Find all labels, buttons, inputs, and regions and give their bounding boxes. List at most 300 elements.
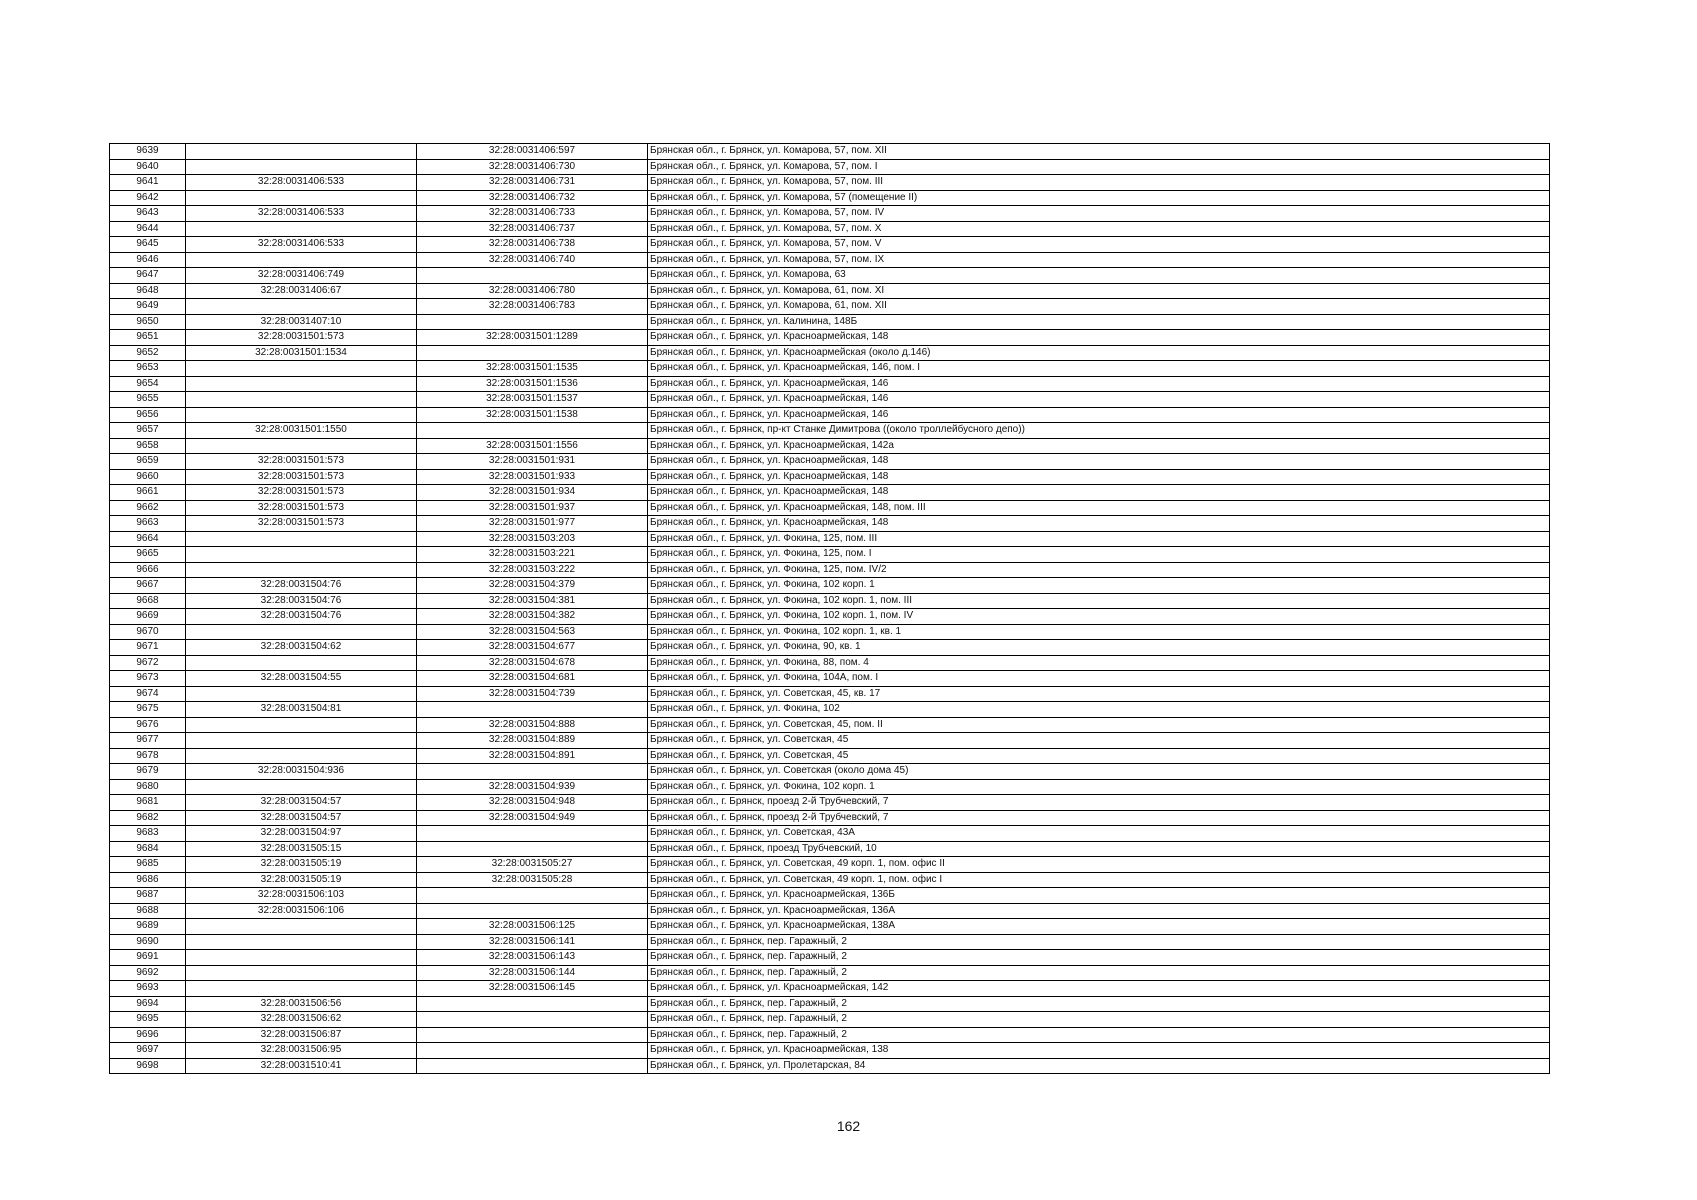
cadastral-number-cell: 32:28:0031406:738 xyxy=(417,237,648,253)
parent-cadastral-number-cell: 32:28:0031504:62 xyxy=(186,640,417,656)
address-cell: Брянская обл., г. Брянск, ул. Фокина, 102 корп. 1, кв. 1 xyxy=(648,624,1550,640)
row-number-cell: 9689 xyxy=(110,919,186,935)
parent-cadastral-number-cell xyxy=(186,299,417,315)
cadastral-number-cell: 32:28:0031501:934 xyxy=(417,485,648,501)
parent-cadastral-number-cell: 32:28:0031506:95 xyxy=(186,1043,417,1059)
address-cell: Брянская обл., г. Брянск, ул. Красноармейская, 148 xyxy=(648,469,1550,485)
address-cell: Брянская обл., г. Брянск, ул. Фокина, 102 корп. 1 xyxy=(648,578,1550,594)
table-row xyxy=(110,221,1550,237)
row-number-cell: 9692 xyxy=(110,965,186,981)
row-number-cell: 9667 xyxy=(110,578,186,594)
parent-cadastral-number-cell xyxy=(186,965,417,981)
cadastral-number-cell: 32:28:0031504:678 xyxy=(417,655,648,671)
table-row xyxy=(110,268,1550,284)
address-cell: Брянская обл., г. Брянск, ул. Комарова, 57, пом. IX xyxy=(648,252,1550,268)
row-number-cell: 9641 xyxy=(110,175,186,191)
address-cell: Брянская обл., г. Брянск, ул. Комарова, 57, пом. XII xyxy=(648,144,1550,160)
parent-cadastral-number-cell: 32:28:0031504:97 xyxy=(186,826,417,842)
cadastral-number-cell: 32:28:0031506:141 xyxy=(417,934,648,950)
table-row xyxy=(110,624,1550,640)
table-row xyxy=(110,640,1550,656)
table-row xyxy=(110,1043,1550,1059)
address-cell: Брянская обл., г. Брянск, пер. Гаражный, 2 xyxy=(648,965,1550,981)
address-cell: Брянская обл., г. Брянск, ул. Советская, 43А xyxy=(648,826,1550,842)
table-row xyxy=(110,903,1550,919)
table-row xyxy=(110,733,1550,749)
address-cell: Брянская обл., г. Брянск, ул. Пролетарская, 84 xyxy=(648,1058,1550,1074)
address-cell: Брянская обл., г. Брянск, ул. Комарова, 57, пом. III xyxy=(648,175,1550,191)
row-number-cell: 9697 xyxy=(110,1043,186,1059)
table-row xyxy=(110,438,1550,454)
row-number-cell: 9663 xyxy=(110,516,186,532)
cadastral-number-cell: 32:28:0031406:780 xyxy=(417,283,648,299)
parent-cadastral-number-cell xyxy=(186,919,417,935)
table-row xyxy=(110,841,1550,857)
cadastral-number-cell: 32:28:0031504:739 xyxy=(417,686,648,702)
address-cell: Брянская обл., г. Брянск, ул. Комарова, 57, пом. I xyxy=(648,159,1550,175)
row-number-cell: 9642 xyxy=(110,190,186,206)
parent-cadastral-number-cell xyxy=(186,934,417,950)
cadastral-number-cell: 32:28:0031504:889 xyxy=(417,733,648,749)
table-row xyxy=(110,996,1550,1012)
table-row xyxy=(110,562,1550,578)
table-row xyxy=(110,578,1550,594)
cadastral-number-cell: 32:28:0031506:125 xyxy=(417,919,648,935)
address-cell: Брянская обл., г. Брянск, пер. Гаражный, 2 xyxy=(648,1027,1550,1043)
table-row xyxy=(110,516,1550,532)
cadastral-number-cell xyxy=(417,345,648,361)
row-number-cell: 9678 xyxy=(110,748,186,764)
address-cell: Брянская обл., г. Брянск, ул. Советская, 45 xyxy=(648,733,1550,749)
table-row xyxy=(110,376,1550,392)
row-number-cell: 9670 xyxy=(110,624,186,640)
row-number-cell: 9680 xyxy=(110,779,186,795)
cadastral-number-cell xyxy=(417,702,648,718)
table-row xyxy=(110,593,1550,609)
table-row xyxy=(110,686,1550,702)
cadastral-number-cell: 32:28:0031501:1538 xyxy=(417,407,648,423)
row-number-cell: 9672 xyxy=(110,655,186,671)
row-number-cell: 9673 xyxy=(110,671,186,687)
address-cell: Брянская обл., г. Брянск, проезд 2-й Трубчевский, 7 xyxy=(648,795,1550,811)
address-cell: Брянская обл., г. Брянск, ул. Красноармейская, 148 xyxy=(648,454,1550,470)
row-number-cell: 9645 xyxy=(110,237,186,253)
parent-cadastral-number-cell xyxy=(186,981,417,997)
table-row xyxy=(110,779,1550,795)
address-cell: Брянская обл., г. Брянск, ул. Фокина, 102 корп. 1 xyxy=(648,779,1550,795)
row-number-cell: 9652 xyxy=(110,345,186,361)
table-row xyxy=(110,345,1550,361)
address-cell: Брянская обл., г. Брянск, ул. Красноармейская, 142 xyxy=(648,981,1550,997)
table-row xyxy=(110,500,1550,516)
table-row xyxy=(110,826,1550,842)
parent-cadastral-number-cell: 32:28:0031504:76 xyxy=(186,593,417,609)
cadastral-number-cell: 32:28:0031406:731 xyxy=(417,175,648,191)
address-cell: Брянская обл., г. Брянск, ул. Фокина, 102 корп. 1, пом. III xyxy=(648,593,1550,609)
row-number-cell: 9681 xyxy=(110,795,186,811)
table-row xyxy=(110,717,1550,733)
table-row xyxy=(110,1012,1550,1028)
address-cell: Брянская обл., г. Брянск, проезд 2-й Трубчевский, 7 xyxy=(648,810,1550,826)
table-row xyxy=(110,531,1550,547)
row-number-cell: 9679 xyxy=(110,764,186,780)
row-number-cell: 9671 xyxy=(110,640,186,656)
table-row xyxy=(110,159,1550,175)
parent-cadastral-number-cell xyxy=(186,686,417,702)
parent-cadastral-number-cell: 32:28:0031510:41 xyxy=(186,1058,417,1074)
cadastral-number-cell: 32:28:0031504:948 xyxy=(417,795,648,811)
parent-cadastral-number-cell xyxy=(186,392,417,408)
parent-cadastral-number-cell xyxy=(186,655,417,671)
address-cell: Брянская обл., г. Брянск, ул. Советская, 49 корп. 1, пом. офис I xyxy=(648,872,1550,888)
cadastral-number-cell: 32:28:0031503:203 xyxy=(417,531,648,547)
parent-cadastral-number-cell xyxy=(186,950,417,966)
cadastral-number-cell: 32:28:0031501:1535 xyxy=(417,361,648,377)
cadastral-number-cell: 32:28:0031501:1289 xyxy=(417,330,648,346)
address-cell: Брянская обл., г. Брянск, ул. Красноармейская, 146 xyxy=(648,392,1550,408)
cadastral-number-cell: 32:28:0031506:145 xyxy=(417,981,648,997)
row-number-cell: 9664 xyxy=(110,531,186,547)
cadastral-number-cell: 32:28:0031506:144 xyxy=(417,965,648,981)
address-cell: Брянская обл., г. Брянск, ул. Калинина, 148Б xyxy=(648,314,1550,330)
table-row xyxy=(110,252,1550,268)
parent-cadastral-number-cell: 32:28:0031506:87 xyxy=(186,1027,417,1043)
table-body xyxy=(110,144,1550,1074)
parent-cadastral-number-cell: 32:28:0031505:19 xyxy=(186,872,417,888)
table-row xyxy=(110,981,1550,997)
cadastral-number-cell xyxy=(417,1058,648,1074)
row-number-cell: 9698 xyxy=(110,1058,186,1074)
row-number-cell: 9649 xyxy=(110,299,186,315)
row-number-cell: 9647 xyxy=(110,268,186,284)
parent-cadastral-number-cell xyxy=(186,779,417,795)
parent-cadastral-number-cell xyxy=(186,717,417,733)
table-row xyxy=(110,795,1550,811)
table-row xyxy=(110,748,1550,764)
property-table xyxy=(109,143,1550,1074)
cadastral-number-cell: 32:28:0031504:379 xyxy=(417,578,648,594)
table-row xyxy=(110,206,1550,222)
address-cell: Брянская обл., г. Брянск, ул. Красноармейская (около д.146) xyxy=(648,345,1550,361)
row-number-cell: 9661 xyxy=(110,485,186,501)
cadastral-number-cell: 32:28:0031501:1536 xyxy=(417,376,648,392)
address-cell: Брянская обл., г. Брянск, ул. Красноармейская, 148 xyxy=(648,485,1550,501)
row-number-cell: 9666 xyxy=(110,562,186,578)
address-cell: Брянская обл., г. Брянск, ул. Красноармейская, 138 xyxy=(648,1043,1550,1059)
cadastral-number-cell xyxy=(417,1027,648,1043)
parent-cadastral-number-cell: 32:28:0031501:573 xyxy=(186,516,417,532)
address-cell: Брянская обл., г. Брянск, ул. Комарова, 57, пом. V xyxy=(648,237,1550,253)
cadastral-number-cell: 32:28:0031504:939 xyxy=(417,779,648,795)
address-cell: Брянская обл., г. Брянск, ул. Красноармейская, 148 xyxy=(648,330,1550,346)
address-cell: Брянская обл., г. Брянск, проезд Трубчевский, 10 xyxy=(648,841,1550,857)
table-row xyxy=(110,950,1550,966)
address-cell: Брянская обл., г. Брянск, ул. Фокина, 90, кв. 1 xyxy=(648,640,1550,656)
address-cell: Брянская обл., г. Брянск, ул. Фокина, 104А, пом. I xyxy=(648,671,1550,687)
address-cell: Брянская обл., г. Брянск, ул. Комарова, 57, пом. IV xyxy=(648,206,1550,222)
parent-cadastral-number-cell: 32:28:0031505:19 xyxy=(186,857,417,873)
address-cell: Брянская обл., г. Брянск, ул. Красноармейская, 138А xyxy=(648,919,1550,935)
row-number-cell: 9677 xyxy=(110,733,186,749)
table-row xyxy=(110,407,1550,423)
table-row xyxy=(110,330,1550,346)
parent-cadastral-number-cell xyxy=(186,376,417,392)
parent-cadastral-number-cell xyxy=(186,562,417,578)
parent-cadastral-number-cell xyxy=(186,361,417,377)
row-number-cell: 9662 xyxy=(110,500,186,516)
parent-cadastral-number-cell xyxy=(186,748,417,764)
table-row xyxy=(110,857,1550,873)
cadastral-number-cell: 32:28:0031504:949 xyxy=(417,810,648,826)
table-row xyxy=(110,283,1550,299)
cadastral-number-cell: 32:28:0031504:891 xyxy=(417,748,648,764)
cadastral-number-cell xyxy=(417,841,648,857)
parent-cadastral-number-cell: 32:28:0031406:533 xyxy=(186,206,417,222)
parent-cadastral-number-cell xyxy=(186,547,417,563)
cadastral-number-cell: 32:28:0031406:737 xyxy=(417,221,648,237)
table-row xyxy=(110,1027,1550,1043)
table-row xyxy=(110,469,1550,485)
parent-cadastral-number-cell: 32:28:0031407:10 xyxy=(186,314,417,330)
row-number-cell: 9669 xyxy=(110,609,186,625)
address-cell: Брянская обл., г. Брянск, ул. Красноармейская, 148, пом. III xyxy=(648,500,1550,516)
cadastral-number-cell xyxy=(417,1043,648,1059)
cadastral-number-cell: 32:28:0031406:783 xyxy=(417,299,648,315)
table-row xyxy=(110,934,1550,950)
address-cell: Брянская обл., г. Брянск, ул. Фокина, 125, пом. I xyxy=(648,547,1550,563)
address-cell: Брянская обл., г. Брянск, ул. Фокина, 88, пом. 4 xyxy=(648,655,1550,671)
parent-cadastral-number-cell: 32:28:0031506:103 xyxy=(186,888,417,904)
cadastral-number-cell: 32:28:0031406:732 xyxy=(417,190,648,206)
address-cell: Брянская обл., г. Брянск, ул. Комарова, 63 xyxy=(648,268,1550,284)
table-row xyxy=(110,1058,1550,1074)
parent-cadastral-number-cell: 32:28:0031505:15 xyxy=(186,841,417,857)
address-cell: Брянская обл., г. Брянск, ул. Красноармейская, 142а xyxy=(648,438,1550,454)
parent-cadastral-number-cell xyxy=(186,144,417,160)
row-number-cell: 9688 xyxy=(110,903,186,919)
row-number-cell: 9643 xyxy=(110,206,186,222)
row-number-cell: 9682 xyxy=(110,810,186,826)
cadastral-number-cell: 32:28:0031406:597 xyxy=(417,144,648,160)
cadastral-number-cell: 32:28:0031406:730 xyxy=(417,159,648,175)
cadastral-number-cell xyxy=(417,314,648,330)
parent-cadastral-number-cell: 32:28:0031501:573 xyxy=(186,330,417,346)
address-cell: Брянская обл., г. Брянск, ул. Красноармейская, 148 xyxy=(648,516,1550,532)
row-number-cell: 9691 xyxy=(110,950,186,966)
parent-cadastral-number-cell xyxy=(186,624,417,640)
row-number-cell: 9659 xyxy=(110,454,186,470)
address-cell: Брянская обл., г. Брянск, ул. Советская (около дома 45) xyxy=(648,764,1550,780)
parent-cadastral-number-cell: 32:28:0031501:573 xyxy=(186,454,417,470)
table-row xyxy=(110,810,1550,826)
cadastral-number-cell: 32:28:0031501:1556 xyxy=(417,438,648,454)
parent-cadastral-number-cell: 32:28:0031504:76 xyxy=(186,578,417,594)
cadastral-number-cell xyxy=(417,764,648,780)
parent-cadastral-number-cell xyxy=(186,159,417,175)
row-number-cell: 9660 xyxy=(110,469,186,485)
address-cell: Брянская обл., г. Брянск, ул. Комарова, 57, пом. X xyxy=(648,221,1550,237)
table-row xyxy=(110,190,1550,206)
address-cell: Брянская обл., г. Брянск, ул. Советская, 49 корп. 1, пом. офис II xyxy=(648,857,1550,873)
cadastral-number-cell: 32:28:0031501:977 xyxy=(417,516,648,532)
address-cell: Брянская обл., г. Брянск, пер. Гаражный, 2 xyxy=(648,934,1550,950)
row-number-cell: 9640 xyxy=(110,159,186,175)
row-number-cell: 9684 xyxy=(110,841,186,857)
cadastral-number-cell: 32:28:0031503:221 xyxy=(417,547,648,563)
parent-cadastral-number-cell: 32:28:0031501:1534 xyxy=(186,345,417,361)
cadastral-number-cell: 32:28:0031504:681 xyxy=(417,671,648,687)
parent-cadastral-number-cell xyxy=(186,531,417,547)
parent-cadastral-number-cell xyxy=(186,221,417,237)
address-cell: Брянская обл., г. Брянск, ул. Фокина, 102 корп. 1, пом. IV xyxy=(648,609,1550,625)
row-number-cell: 9693 xyxy=(110,981,186,997)
cadastral-number-cell: 32:28:0031406:740 xyxy=(417,252,648,268)
row-number-cell: 9685 xyxy=(110,857,186,873)
row-number-cell: 9668 xyxy=(110,593,186,609)
row-number-cell: 9674 xyxy=(110,686,186,702)
parent-cadastral-number-cell: 32:28:0031501:573 xyxy=(186,469,417,485)
cadastral-number-cell: 32:28:0031505:28 xyxy=(417,872,648,888)
row-number-cell: 9694 xyxy=(110,996,186,1012)
address-cell: Брянская обл., г. Брянск, ул. Советская, 45, пом. II xyxy=(648,717,1550,733)
row-number-cell: 9653 xyxy=(110,361,186,377)
cadastral-number-cell: 32:28:0031504:563 xyxy=(417,624,648,640)
table-row xyxy=(110,609,1550,625)
table-row xyxy=(110,237,1550,253)
cadastral-number-cell: 32:28:0031505:27 xyxy=(417,857,648,873)
cadastral-number-cell xyxy=(417,888,648,904)
table-row xyxy=(110,175,1550,191)
row-number-cell: 9686 xyxy=(110,872,186,888)
address-cell: Брянская обл., г. Брянск, ул. Комарова, 61, пом. XII xyxy=(648,299,1550,315)
row-number-cell: 9654 xyxy=(110,376,186,392)
cadastral-number-cell: 32:28:0031504:382 xyxy=(417,609,648,625)
table-row xyxy=(110,392,1550,408)
address-cell: Брянская обл., г. Брянск, пер. Гаражный, 2 xyxy=(648,1012,1550,1028)
parent-cadastral-number-cell: 32:28:0031504:55 xyxy=(186,671,417,687)
address-cell: Брянская обл., г. Брянск, ул. Красноармейская, 146, пом. I xyxy=(648,361,1550,377)
parent-cadastral-number-cell: 32:28:0031504:81 xyxy=(186,702,417,718)
parent-cadastral-number-cell: 32:28:0031504:936 xyxy=(186,764,417,780)
parent-cadastral-number-cell xyxy=(186,733,417,749)
parent-cadastral-number-cell xyxy=(186,252,417,268)
cadastral-number-cell: 32:28:0031504:888 xyxy=(417,717,648,733)
table-row xyxy=(110,423,1550,439)
table-row xyxy=(110,872,1550,888)
row-number-cell: 9646 xyxy=(110,252,186,268)
table-row xyxy=(110,144,1550,160)
cadastral-number-cell: 32:28:0031406:733 xyxy=(417,206,648,222)
table-row xyxy=(110,888,1550,904)
row-number-cell: 9675 xyxy=(110,702,186,718)
page-number: 162 xyxy=(836,1118,861,1134)
parent-cadastral-number-cell: 32:28:0031406:67 xyxy=(186,283,417,299)
address-cell: Брянская обл., г. Брянск, пр-кт Станке Димитрова ((около троллейбусного депо)) xyxy=(648,423,1550,439)
parent-cadastral-number-cell: 32:28:0031406:749 xyxy=(186,268,417,284)
address-cell: Брянская обл., г. Брянск, ул. Фокина, 125, пом. III xyxy=(648,531,1550,547)
parent-cadastral-number-cell: 32:28:0031506:106 xyxy=(186,903,417,919)
parent-cadastral-number-cell: 32:28:0031506:62 xyxy=(186,1012,417,1028)
cadastral-number-cell: 32:28:0031504:381 xyxy=(417,593,648,609)
row-number-cell: 9665 xyxy=(110,547,186,563)
row-number-cell: 9658 xyxy=(110,438,186,454)
table-row xyxy=(110,314,1550,330)
address-cell: Брянская обл., г. Брянск, ул. Комарова, 57 (помещение II) xyxy=(648,190,1550,206)
address-cell: Брянская обл., г. Брянск, ул. Фокина, 125, пом. IV/2 xyxy=(648,562,1550,578)
cadastral-number-cell: 32:28:0031501:933 xyxy=(417,469,648,485)
row-number-cell: 9650 xyxy=(110,314,186,330)
cadastral-number-cell: 32:28:0031501:1537 xyxy=(417,392,648,408)
row-number-cell: 9639 xyxy=(110,144,186,160)
parent-cadastral-number-cell: 32:28:0031406:533 xyxy=(186,175,417,191)
table-row xyxy=(110,547,1550,563)
row-number-cell: 9655 xyxy=(110,392,186,408)
parent-cadastral-number-cell xyxy=(186,190,417,206)
table-row xyxy=(110,655,1550,671)
table-row xyxy=(110,919,1550,935)
cadastral-number-cell: 32:28:0031501:937 xyxy=(417,500,648,516)
cadastral-number-cell: 32:28:0031503:222 xyxy=(417,562,648,578)
cadastral-number-cell xyxy=(417,268,648,284)
row-number-cell: 9657 xyxy=(110,423,186,439)
table-row xyxy=(110,299,1550,315)
address-cell: Брянская обл., г. Брянск, ул. Красноармейская, 136А xyxy=(648,903,1550,919)
cadastral-number-cell: 32:28:0031506:143 xyxy=(417,950,648,966)
address-cell: Брянская обл., г. Брянск, пер. Гаражный, 2 xyxy=(648,996,1550,1012)
parent-cadastral-number-cell: 32:28:0031504:76 xyxy=(186,609,417,625)
table-row xyxy=(110,671,1550,687)
parent-cadastral-number-cell: 32:28:0031504:57 xyxy=(186,795,417,811)
parent-cadastral-number-cell xyxy=(186,438,417,454)
row-number-cell: 9695 xyxy=(110,1012,186,1028)
parent-cadastral-number-cell: 32:28:0031504:57 xyxy=(186,810,417,826)
address-cell: Брянская обл., г. Брянск, ул. Советская, 45 xyxy=(648,748,1550,764)
parent-cadastral-number-cell: 32:28:0031406:533 xyxy=(186,237,417,253)
row-number-cell: 9690 xyxy=(110,934,186,950)
table-row xyxy=(110,361,1550,377)
table-row xyxy=(110,764,1550,780)
parent-cadastral-number-cell: 32:28:0031506:56 xyxy=(186,996,417,1012)
address-cell: Брянская обл., г. Брянск, ул. Красноармейская, 136Б xyxy=(648,888,1550,904)
row-number-cell: 9687 xyxy=(110,888,186,904)
cadastral-number-cell xyxy=(417,826,648,842)
cadastral-number-cell xyxy=(417,423,648,439)
table-row xyxy=(110,485,1550,501)
parent-cadastral-number-cell: 32:28:0031501:1550 xyxy=(186,423,417,439)
row-number-cell: 9683 xyxy=(110,826,186,842)
address-cell: Брянская обл., г. Брянск, ул. Советская, 45, кв. 17 xyxy=(648,686,1550,702)
address-cell: Брянская обл., г. Брянск, ул. Красноармейская, 146 xyxy=(648,407,1550,423)
cadastral-number-cell: 32:28:0031501:931 xyxy=(417,454,648,470)
cadastral-number-cell xyxy=(417,903,648,919)
address-cell: Брянская обл., г. Брянск, ул. Красноармейская, 146 xyxy=(648,376,1550,392)
row-number-cell: 9644 xyxy=(110,221,186,237)
row-number-cell: 9676 xyxy=(110,717,186,733)
cadastral-number-cell xyxy=(417,996,648,1012)
row-number-cell: 9696 xyxy=(110,1027,186,1043)
address-cell: Брянская обл., г. Брянск, ул. Фокина, 102 xyxy=(648,702,1550,718)
row-number-cell: 9648 xyxy=(110,283,186,299)
address-cell: Брянская обл., г. Брянск, пер. Гаражный, 2 xyxy=(648,950,1550,966)
cadastral-number-cell xyxy=(417,1012,648,1028)
row-number-cell: 9651 xyxy=(110,330,186,346)
table-row xyxy=(110,454,1550,470)
parent-cadastral-number-cell xyxy=(186,407,417,423)
parent-cadastral-number-cell: 32:28:0031501:573 xyxy=(186,485,417,501)
table-row xyxy=(110,965,1550,981)
table-row xyxy=(110,702,1550,718)
row-number-cell: 9656 xyxy=(110,407,186,423)
